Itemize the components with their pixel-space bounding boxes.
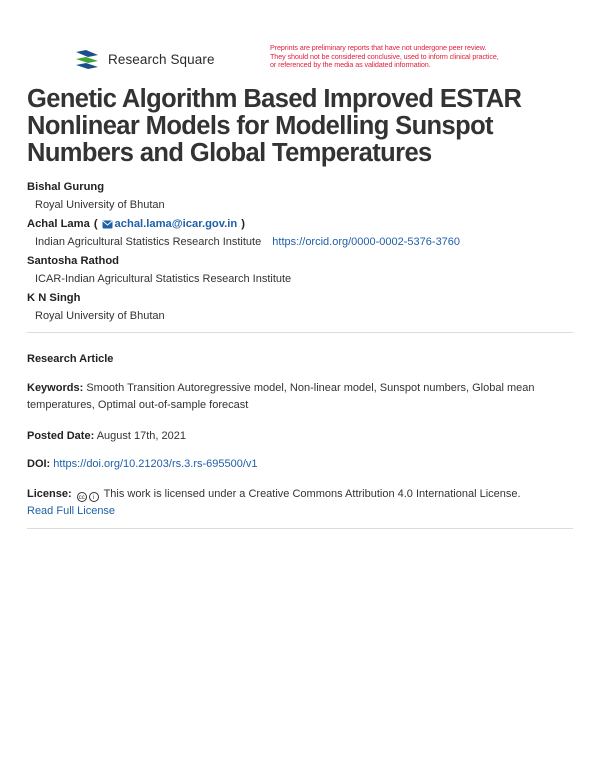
article-type-label: Research Article (27, 353, 114, 365)
author-name[interactable]: Bishal Gurung (27, 181, 105, 193)
author-affiliation-row (35, 233, 577, 251)
author-entry (27, 178, 577, 214)
author-email[interactable]: achal.lama@icar.gov.in (114, 218, 238, 230)
author-affiliation: Indian Agricultural Statistics Research Institute (35, 236, 262, 248)
research-square-logo-icon (74, 48, 100, 70)
disclaimer-line: or referenced by the media as validated information. (270, 60, 431, 70)
creative-commons-icons (77, 492, 99, 502)
posted-date-value: August 17th, 2021 (96, 430, 186, 442)
author-affiliation: Royal University of Bhutan (35, 199, 165, 211)
author-list (27, 178, 577, 326)
paper-title: Genetic Algorithm Based Improved ESTAR Nonlinear Models for Modelling Sunspot Numbers and Global Temperatures (27, 85, 522, 167)
envelope-icon (102, 220, 113, 229)
license-section (27, 486, 573, 520)
keywords-text: Smooth Transition Autoregressive model, Non-linear model, Sunspot numbers, Global mean temperatures, Optimal out-of-sample forecast (27, 382, 535, 411)
author-entry (27, 215, 577, 251)
author-name[interactable]: Santosha Rathod (27, 255, 119, 267)
author-name[interactable]: K N Singh (27, 292, 81, 304)
author-entry (27, 252, 577, 288)
article-type (27, 351, 573, 368)
author-affiliation: Royal University of Bhutan (35, 310, 165, 322)
author-affiliation: ICAR-Indian Agricultural Statistics Research Institute (35, 273, 292, 285)
doi-section (27, 456, 573, 473)
author-name[interactable]: Achal Lama (27, 218, 90, 230)
keywords-label: Keywords: (27, 382, 84, 394)
logo-wordmark (108, 52, 215, 67)
logo-word-square: Square (170, 51, 215, 67)
divider (27, 332, 573, 333)
divider (27, 528, 573, 529)
doi-link[interactable]: https://doi.org/10.21203/rs.3.rs-695500/v1 (53, 458, 258, 470)
author-entry (27, 289, 577, 325)
keywords-section (27, 380, 573, 414)
posted-date-section (27, 428, 573, 445)
license-label: License: (27, 488, 72, 500)
research-square-logo[interactable] (74, 48, 215, 70)
logo-word-research: Research (108, 51, 167, 67)
author-email-link[interactable] (102, 215, 238, 233)
doi-label: DOI: (27, 458, 51, 470)
orcid-link[interactable]: https://orcid.org/0000-0002-5376-3760 (272, 236, 461, 248)
email-open-paren: ( (93, 218, 98, 230)
email-close-paren: ) (241, 218, 245, 230)
disclaimer-line: Preprints are preliminary reports that have not undergone peer review. (270, 43, 487, 52)
cc-by-icon: i (89, 492, 99, 502)
disclaimer-line: They should not be considered conclusive, used to inform clinical practice, (270, 51, 499, 61)
posted-date-label: Posted Date: (27, 430, 95, 442)
author-name-row (27, 215, 577, 233)
license-text: This work is licensed under a Creative Commons Attribution 4.0 International License. (103, 488, 521, 500)
preprint-disclaimer (270, 44, 540, 70)
read-full-license-link[interactable]: Read Full License (27, 505, 116, 517)
cc-icon: cc (77, 492, 87, 502)
